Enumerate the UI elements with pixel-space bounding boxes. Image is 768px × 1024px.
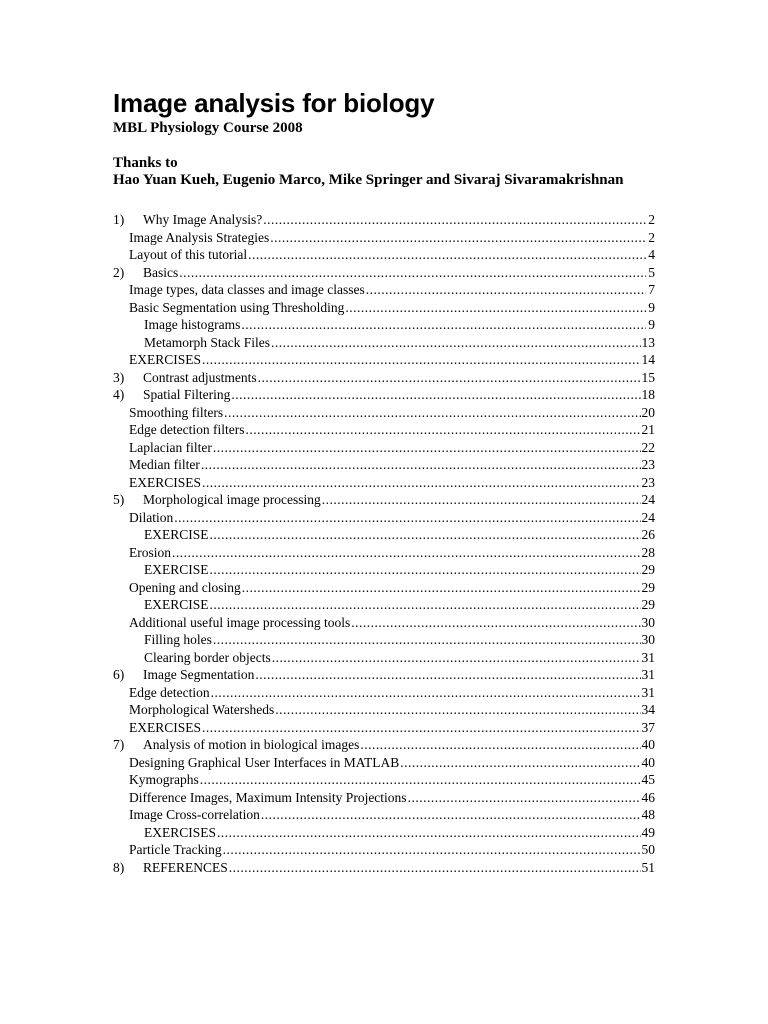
toc-entry-label: EXERCISES — [129, 474, 202, 490]
toc-leader-dots — [172, 544, 641, 562]
toc-entry[interactable] — [113, 404, 655, 422]
toc-entry[interactable] — [113, 719, 655, 737]
toc-page-number: 40 — [641, 754, 655, 770]
toc-leader-dots — [263, 211, 646, 229]
toc-entry[interactable] — [113, 701, 655, 719]
toc-entry[interactable] — [113, 631, 655, 649]
toc-page-number: 50 — [641, 842, 655, 857]
toc-entry[interactable] — [113, 596, 655, 614]
toc-entry[interactable] — [113, 456, 655, 474]
toc-entry[interactable] — [113, 841, 655, 859]
toc-section-number: 7) — [113, 737, 125, 752]
toc-leader-dots — [210, 596, 641, 614]
toc-leader-dots — [202, 474, 640, 492]
document-title: Image analysis for biology — [113, 88, 435, 118]
toc-leader-dots — [258, 369, 641, 387]
toc-entry[interactable] — [113, 771, 655, 789]
toc-page-number: 9 — [648, 317, 655, 332]
toc-leader-dots — [210, 561, 641, 579]
toc-entry[interactable] — [113, 474, 655, 492]
toc-page-number: 29 — [641, 597, 655, 612]
toc-entry-label: Median filter — [129, 457, 200, 472]
toc-leader-dots — [211, 684, 641, 702]
toc-leader-dots — [231, 386, 640, 404]
toc-entry-label: Edge detection filters — [129, 422, 245, 437]
toc-entry[interactable] — [113, 561, 655, 579]
toc-page-number: 29 — [641, 579, 655, 595]
toc-entry-label: Opening and closing — [129, 579, 241, 595]
toc-leader-dots — [202, 719, 640, 737]
toc-entry[interactable] — [113, 684, 655, 702]
toc-page-number: 28 — [641, 544, 655, 560]
toc-entry-label: Designing Graphical User Interfaces in MATLAB — [129, 754, 400, 770]
toc-entry-label: Basics — [143, 264, 179, 280]
toc-entry-label: Metamorph Stack Files — [144, 334, 270, 350]
toc-entry[interactable] — [113, 351, 655, 369]
toc-entry[interactable] — [113, 806, 655, 824]
toc-page-number: 26 — [641, 527, 655, 542]
toc-entry-label: Edge detection — [129, 684, 210, 700]
toc-leader-dots — [174, 509, 640, 527]
toc-entry-label: Image histograms — [144, 317, 241, 332]
toc-section-number: 3) — [113, 369, 125, 385]
toc-entry[interactable] — [113, 859, 655, 877]
toc-leader-dots — [400, 754, 640, 772]
toc-entry[interactable] — [113, 386, 655, 404]
toc-page-number: 2 — [648, 229, 655, 245]
toc-entry-label: Why Image Analysis? — [143, 212, 263, 227]
toc-leader-dots — [366, 281, 646, 299]
toc-page-number: 7 — [648, 282, 655, 297]
toc-page-number: 5 — [648, 264, 655, 280]
toc-entry-label: Particle Tracking — [129, 842, 222, 857]
toc-page-number: 15 — [641, 369, 655, 385]
toc-leader-dots — [248, 246, 646, 264]
toc-entry-label: Spatial Filtering — [143, 387, 231, 402]
toc-leader-dots — [242, 579, 641, 597]
toc-page-number: 13 — [641, 334, 655, 350]
toc-entry[interactable] — [113, 526, 655, 544]
toc-leader-dots — [223, 841, 641, 859]
toc-entry[interactable] — [113, 736, 655, 754]
toc-entry-label: Contrast adjustments — [143, 369, 257, 385]
toc-entry-label: EXERCISE — [144, 597, 209, 612]
toc-entry[interactable] — [113, 229, 655, 247]
toc-page-number: 2 — [648, 212, 655, 227]
toc-entry-label: EXERCISE — [144, 527, 209, 542]
toc-entry-label: Erosion — [129, 544, 171, 560]
toc-leader-dots — [213, 439, 641, 457]
toc-leader-dots — [179, 264, 646, 282]
toc-entry-label: EXERCISES — [129, 719, 202, 735]
toc-entry-label: Layout of this tutorial — [129, 247, 248, 262]
toc-entry[interactable] — [113, 264, 655, 282]
toc-entry[interactable] — [113, 789, 655, 807]
toc-section-number: 5) — [113, 492, 125, 507]
toc-entry[interactable] — [113, 281, 655, 299]
toc-entry[interactable] — [113, 211, 655, 229]
table-of-contents — [113, 211, 655, 876]
toc-page-number: 49 — [641, 824, 655, 840]
toc-entry[interactable] — [113, 439, 655, 457]
toc-leader-dots — [275, 701, 640, 719]
toc-page-number: 45 — [641, 772, 655, 787]
toc-page-number: 23 — [641, 474, 655, 490]
toc-leader-dots — [270, 229, 646, 247]
toc-entry[interactable] — [113, 246, 655, 264]
toc-entry-label: Difference Images, Maximum Intensity Projections — [129, 789, 407, 805]
toc-entry[interactable] — [113, 316, 655, 334]
toc-leader-dots — [224, 404, 640, 422]
toc-entry[interactable] — [113, 491, 655, 509]
toc-page-number: 34 — [641, 702, 655, 717]
toc-leader-dots — [272, 649, 641, 667]
toc-entry[interactable] — [113, 614, 655, 632]
toc-page-number: 23 — [641, 457, 655, 472]
toc-entry-label: Clearing border objects — [144, 649, 271, 665]
toc-entry-label: Dilation — [129, 509, 174, 525]
toc-leader-dots — [345, 299, 646, 317]
toc-leader-dots — [255, 666, 640, 684]
toc-entry[interactable] — [113, 824, 655, 842]
toc-entry-label: Image Segmentation — [143, 667, 255, 682]
toc-section-number: 6) — [113, 667, 125, 682]
toc-entry-label: Image Cross-correlation — [129, 807, 260, 822]
document-subtitle: MBL Physiology Course 2008 — [113, 120, 303, 136]
toc-leader-dots — [271, 334, 641, 352]
acknowledgement-names: Hao Yuan Kueh, Eugenio Marco, Mike Springer and Sivaraj Sivaramakrishnan — [113, 172, 624, 188]
toc-page-number: 31 — [641, 667, 655, 682]
toc-entry-label: Kymographs — [129, 772, 199, 787]
toc-page-number: 21 — [641, 422, 655, 437]
toc-leader-dots — [261, 806, 641, 824]
toc-leader-dots — [202, 351, 640, 369]
toc-entry[interactable] — [113, 299, 655, 317]
toc-leader-dots — [229, 859, 641, 877]
toc-section-number: 1) — [113, 212, 125, 227]
toc-leader-dots — [241, 316, 646, 334]
toc-leader-dots — [245, 421, 640, 439]
toc-entry[interactable] — [113, 544, 655, 562]
toc-entry-label: Additional useful image processing tools — [129, 614, 351, 630]
toc-page-number: 37 — [641, 719, 655, 735]
toc-entry-label: EXERCISES — [144, 824, 217, 840]
toc-entry-label: EXERCISES — [129, 352, 202, 367]
toc-page-number: 9 — [648, 299, 655, 315]
toc-page-number: 24 — [641, 492, 655, 507]
toc-page-number: 31 — [641, 684, 655, 700]
toc-entry[interactable] — [113, 421, 655, 439]
toc-leader-dots — [360, 736, 640, 754]
toc-entry-label: Morphological Watersheds — [129, 702, 275, 717]
toc-leader-dots — [408, 789, 641, 807]
toc-entry-label: Smoothing filters — [129, 404, 224, 420]
toc-entry-label: Morphological image processing — [143, 492, 321, 507]
toc-entry-label: EXERCISE — [144, 562, 209, 577]
toc-page-number: 46 — [641, 789, 655, 805]
toc-page-number: 29 — [641, 562, 655, 577]
acknowledgement-heading: Thanks to — [113, 155, 178, 171]
toc-leader-dots — [322, 491, 641, 509]
toc-leader-dots — [213, 631, 641, 649]
toc-page-number: 48 — [641, 807, 655, 822]
toc-leader-dots — [201, 456, 641, 474]
toc-page-number: 20 — [641, 404, 655, 420]
toc-page-number: 18 — [641, 387, 655, 402]
toc-leader-dots — [210, 526, 641, 544]
toc-entry[interactable] — [113, 754, 655, 772]
toc-leader-dots — [200, 771, 641, 789]
toc-entry[interactable] — [113, 579, 655, 597]
toc-entry[interactable] — [113, 334, 655, 352]
toc-section-number: 4) — [113, 387, 125, 402]
toc-entry[interactable] — [113, 649, 655, 667]
toc-page-number: 24 — [641, 509, 655, 525]
toc-entry[interactable] — [113, 369, 655, 387]
toc-entry-label: Filling holes — [144, 632, 212, 647]
toc-entry-label: Image types, data classes and image classes — [129, 282, 365, 297]
toc-page-number: 51 — [641, 859, 655, 875]
toc-page-number: 4 — [648, 247, 655, 262]
toc-entry[interactable] — [113, 666, 655, 684]
toc-section-number: 8) — [113, 859, 125, 875]
toc-page-number: 31 — [641, 649, 655, 665]
toc-entry-label: Image Analysis Strategies — [129, 229, 270, 245]
toc-page-number: 14 — [641, 352, 655, 367]
toc-entry-label: Analysis of motion in biological images — [143, 737, 360, 752]
toc-entry-label: Basic Segmentation using Thresholding — [129, 299, 345, 315]
toc-section-number: 2) — [113, 264, 125, 280]
toc-entry-label: REFERENCES — [143, 859, 228, 875]
toc-page-number: 30 — [641, 614, 655, 630]
toc-page-number: 22 — [641, 439, 655, 455]
toc-entry[interactable] — [113, 509, 655, 527]
toc-leader-dots — [351, 614, 640, 632]
toc-page-number: 40 — [641, 737, 655, 752]
toc-page-number: 30 — [641, 632, 655, 647]
toc-entry-label: Laplacian filter — [129, 439, 212, 455]
toc-leader-dots — [217, 824, 640, 842]
